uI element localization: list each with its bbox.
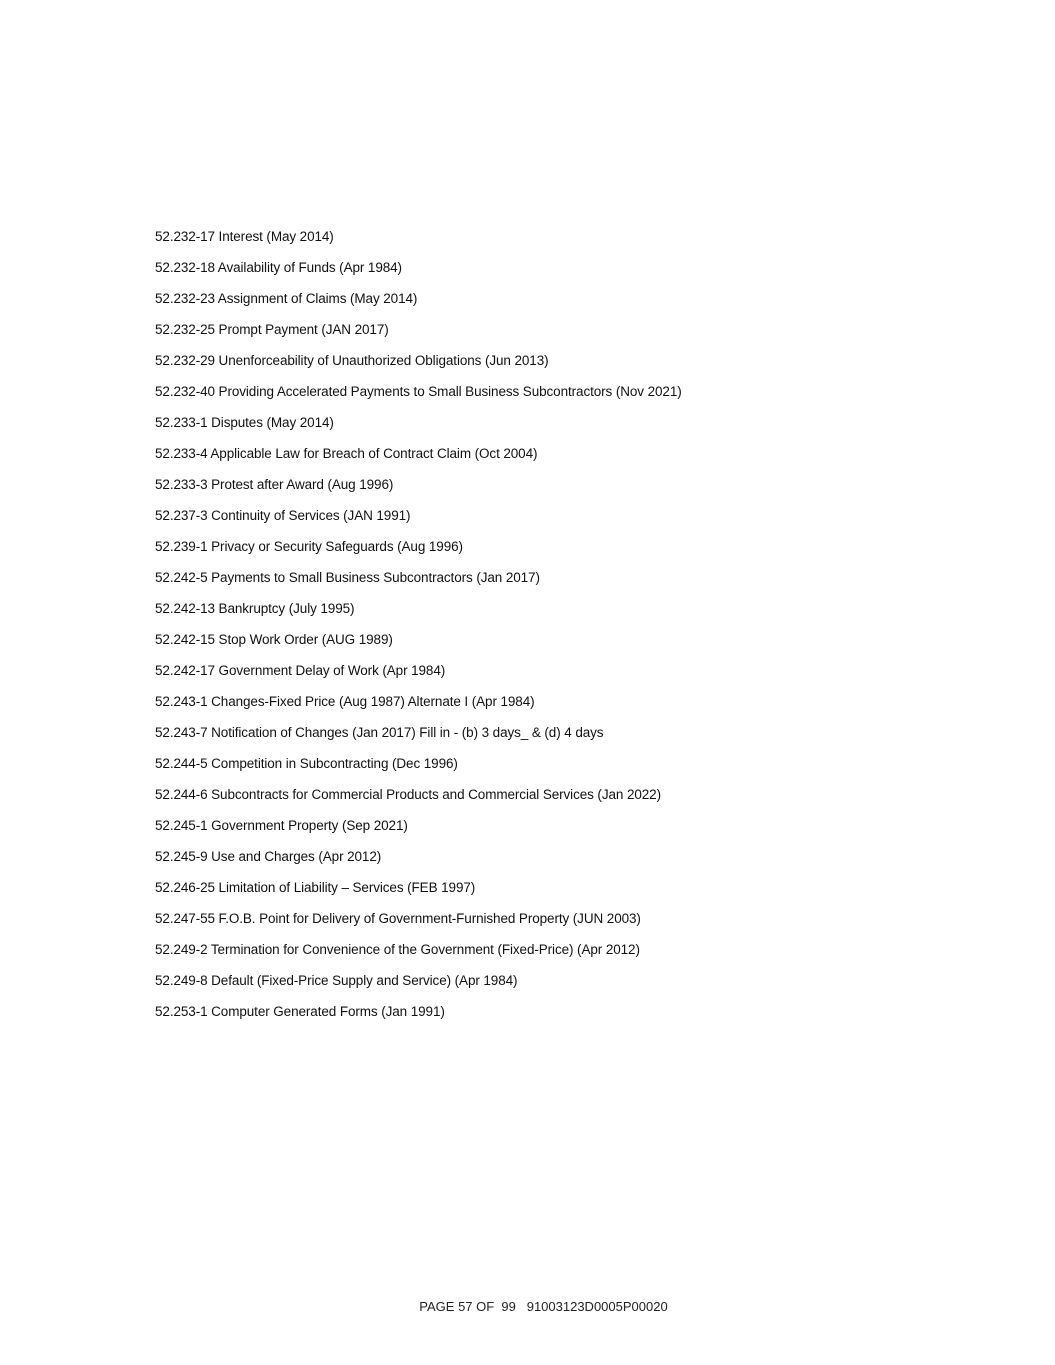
clause-item: 52.232-18 Availability of Funds (Apr 1984) [155,260,402,275]
clause-item: 52.237-3 Continuity of Services (JAN 1991) [155,508,411,523]
page-footer: PAGE 57 OF 99 91003123D0005P00020 [419,1299,668,1314]
clause-item: 52.232-23 Assignment of Claims (May 2014) [155,291,418,306]
clause-item: 52.232-29 Unenforceability of Unauthorized Obligations (Jun 2013) [155,353,549,368]
clause-item: 52.242-13 Bankruptcy (July 1995) [155,601,355,616]
clause-item: 52.233-1 Disputes (May 2014) [155,415,334,430]
clause-item: 52.243-1 Changes-Fixed Price (Aug 1987) Alternate I (Apr 1984) [155,694,535,709]
clause-list [155,227,955,1033]
clause-item: 52.242-5 Payments to Small Business Subcontractors (Jan 2017) [155,570,540,585]
clause-item: 52.232-40 Providing Accelerated Payments to Small Business Subcontractors (Nov 2021) [155,384,682,399]
clause-item: 52.245-1 Government Property (Sep 2021) [155,818,408,833]
clause-item: 52.247-55 F.O.B. Point for Delivery of Government-Furnished Property (JUN 2003) [155,911,641,926]
clause-item: 52.249-2 Termination for Convenience of the Government (Fixed-Price) (Apr 2012) [155,942,640,957]
clause-item: 52.233-3 Protest after Award (Aug 1996) [155,477,394,492]
clause-item: 52.246-25 Limitation of Liability – Services (FEB 1997) [155,880,476,895]
clause-item: 52.232-25 Prompt Payment (JAN 2017) [155,322,389,337]
clause-item: 52.242-17 Government Delay of Work (Apr 1984) [155,663,446,678]
clause-item: 52.239-1 Privacy or Security Safeguards (Aug 1996) [155,539,463,554]
clause-item: 52.233-4 Applicable Law for Breach of Contract Claim (Oct 2004) [155,446,538,461]
clause-item: 52.232-17 Interest (May 2014) [155,229,334,244]
clause-item: 52.242-15 Stop Work Order (AUG 1989) [155,632,393,647]
clause-item: 52.249-8 Default (Fixed-Price Supply and Service) (Apr 1984) [155,973,518,988]
clause-item: 52.244-6 Subcontracts for Commercial Products and Commercial Services (Jan 2022) [155,787,661,802]
clause-item: 52.243-7 Notification of Changes (Jan 2017) Fill in - (b) 3 days_ & (d) 4 days [155,725,604,740]
clause-item: 52.244-5 Competition in Subcontracting (Dec 1996) [155,756,458,771]
clause-item: 52.253-1 Computer Generated Forms (Jan 1991) [155,1004,445,1019]
clause-item: 52.245-9 Use and Charges (Apr 2012) [155,849,382,864]
